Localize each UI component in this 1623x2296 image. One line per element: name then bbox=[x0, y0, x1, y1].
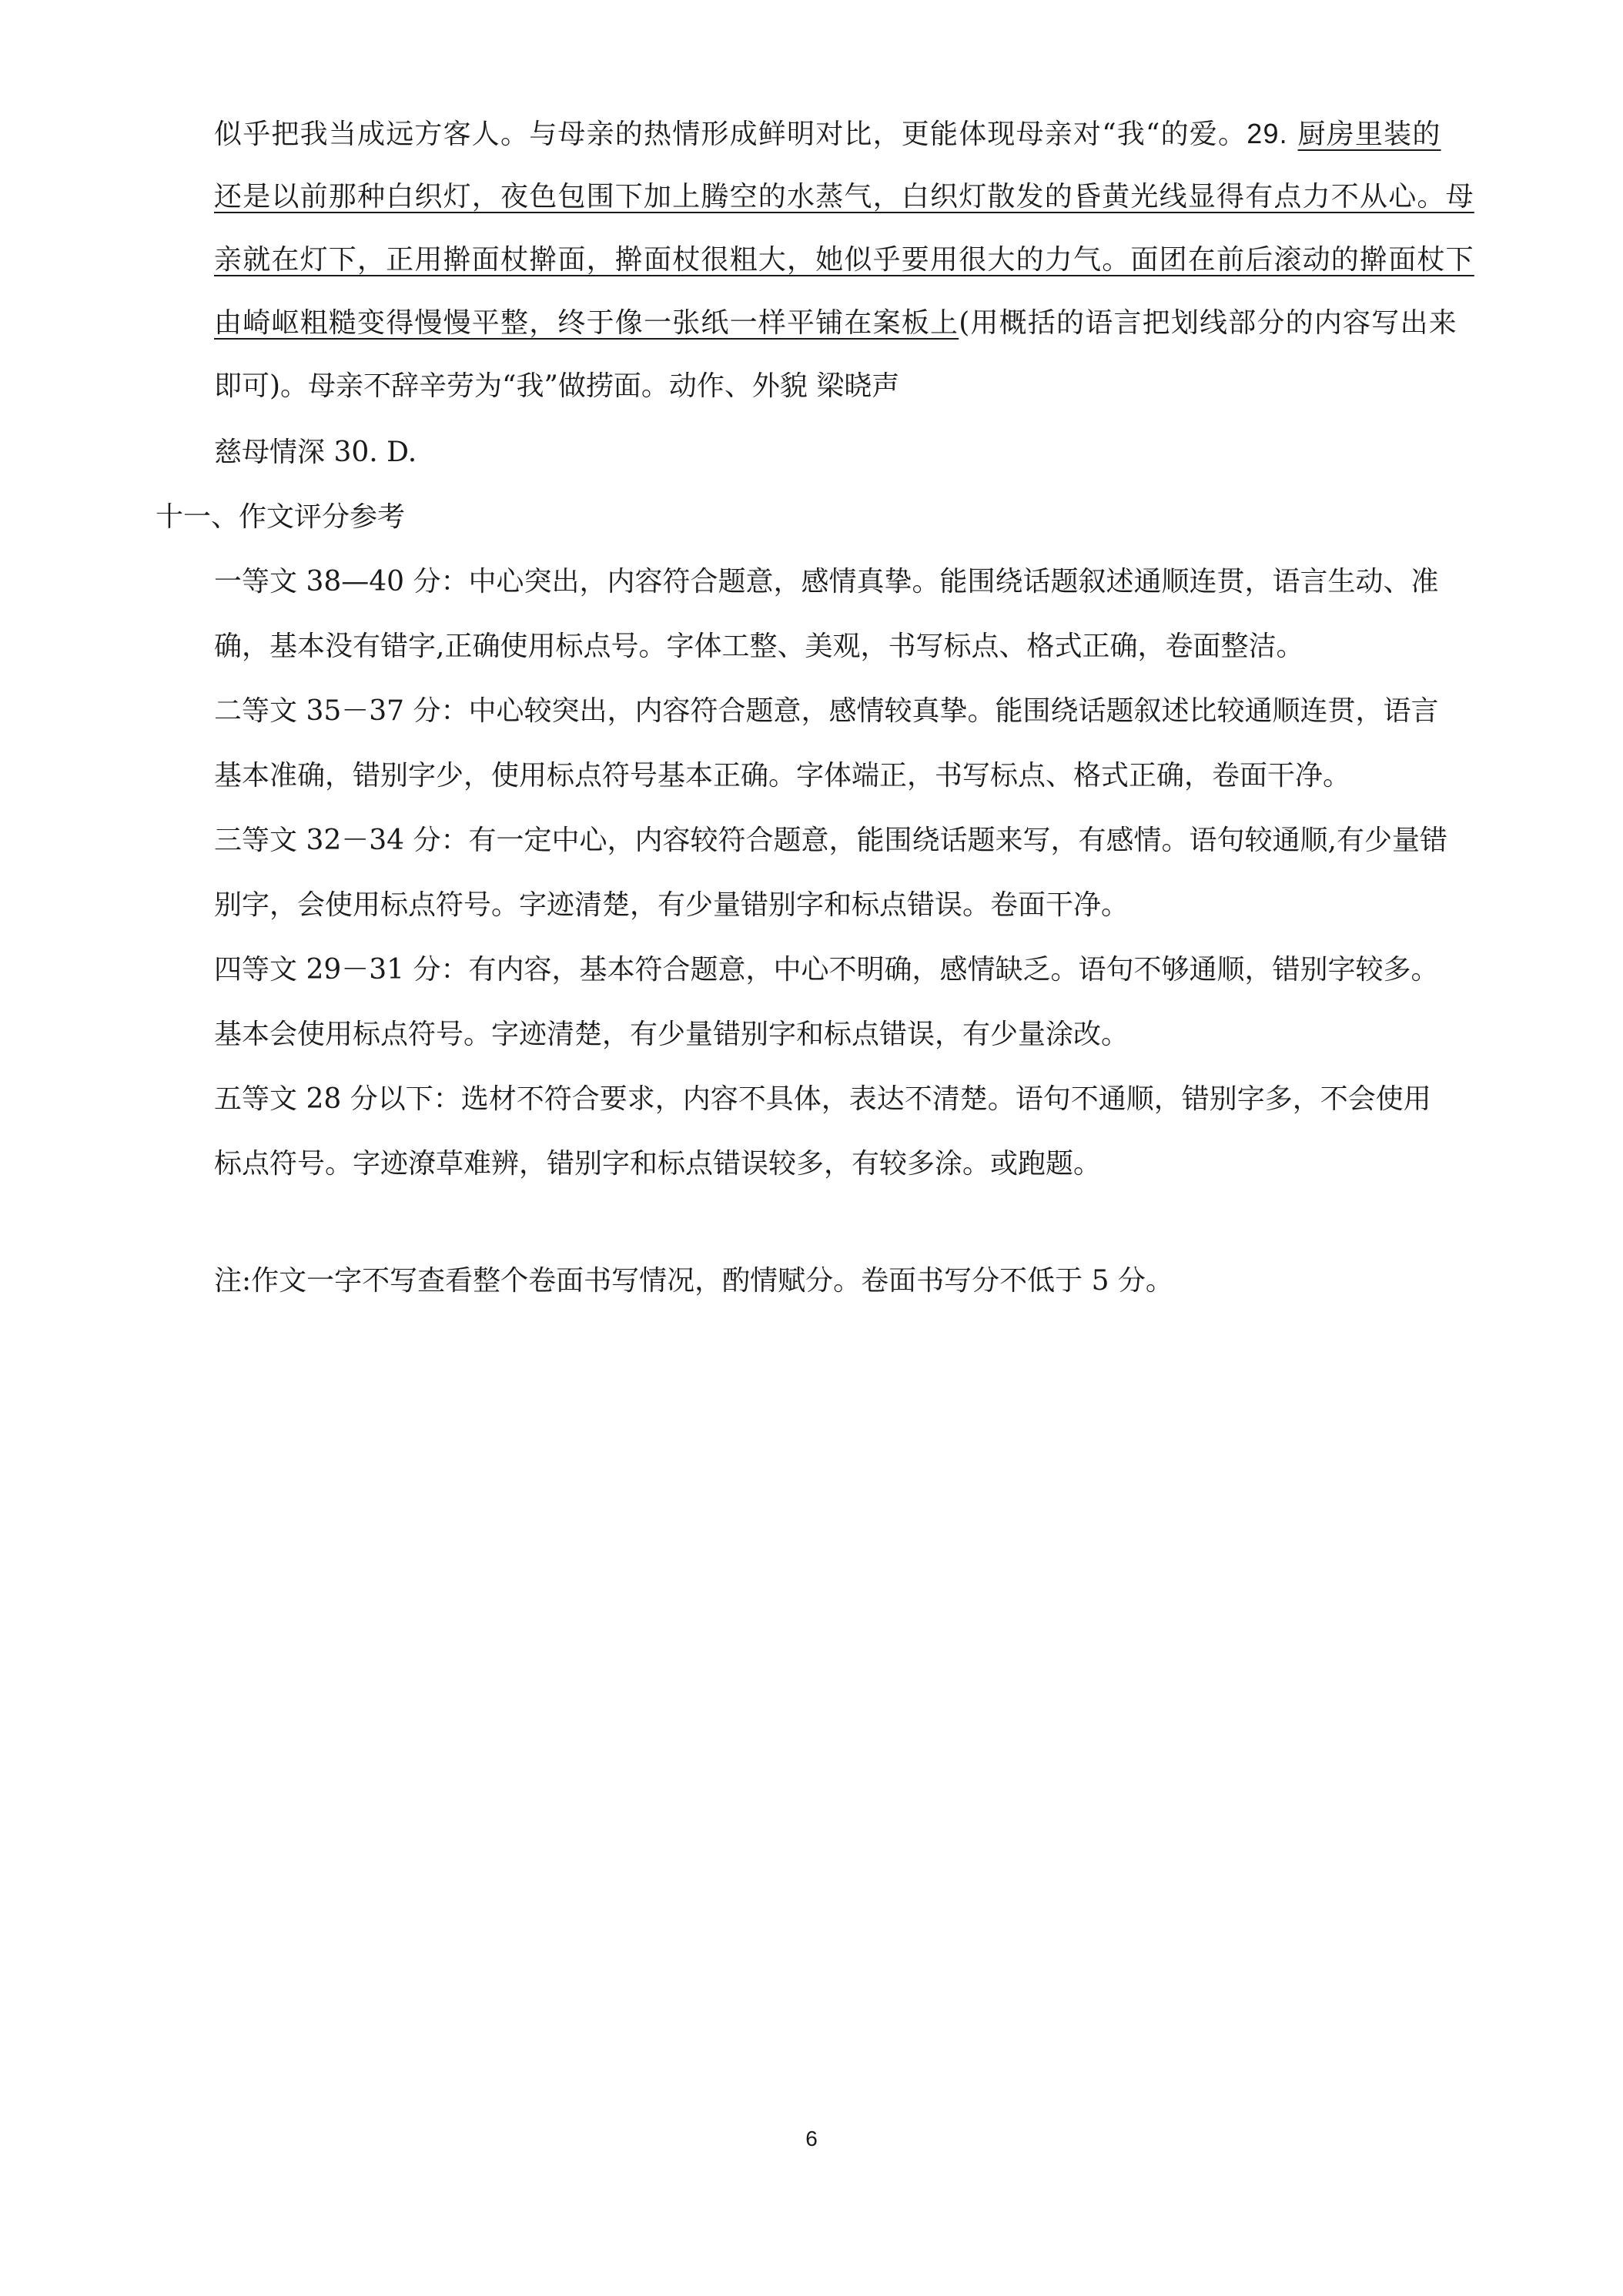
grade-5-line-1 bbox=[214, 1081, 1477, 1118]
grade-text: 基本准确，错别字少，使用标点符号基本正确。字体端正，书写标点、格式正确，卷面干净。 bbox=[214, 760, 1351, 792]
answer-line-6 bbox=[214, 434, 1477, 471]
page-number: 6 bbox=[805, 2127, 818, 2150]
grade-1-line-2 bbox=[214, 628, 1477, 665]
grade-text: 一等文 38—40 分：中心突出，内容符合题意，感情真挚。能围绕话题叙述通顺连贯，语言生动、准 bbox=[214, 566, 1439, 597]
grade-text: 五等文 28 分以下：选材不符合要求，内容不具体，表达不清楚。语句不通顺，错别字多，不会使用 bbox=[214, 1083, 1431, 1115]
grade-text: 标点符号。字迹潦草难辨，错别字和标点错误较多，有较多涂。或跑题。 bbox=[214, 1148, 1102, 1180]
grade-3-line-2 bbox=[214, 887, 1477, 924]
grade-text: 二等文 35－37 分：中心较突出，内容符合题意，感情较真挚。能围绕话题叙述比较通顺连贯，语言 bbox=[214, 695, 1439, 727]
question-number: 29. bbox=[1247, 118, 1288, 149]
grade-text: 别字，会使用标点符号。字迹清楚，有少量错别字和标点错误。卷面干净。 bbox=[214, 889, 1129, 921]
grade-3-line-1 bbox=[214, 822, 1477, 859]
section-heading bbox=[156, 499, 1418, 536]
answer-text: 即可)。母亲不辞辛劳为“我”做捞面。动作、外貌 梁晓声 bbox=[214, 370, 900, 402]
grade-5-line-2 bbox=[214, 1146, 1477, 1183]
note-line bbox=[214, 1263, 1477, 1300]
underlined-passage: 由崎岖粗糙变得慢慢平整，终于像一张纸一样平铺在案板上 bbox=[214, 307, 959, 339]
answer-text: (用概括的语言把划线部分的内容写出来 bbox=[959, 307, 1457, 339]
answer-text: 慈母情深 30. D. bbox=[214, 437, 417, 468]
answer-line-2 bbox=[214, 179, 1477, 216]
note-text: 注:作文一字不写查看整个卷面书写情况，酌情赋分。卷面书写分不低于 5 分。 bbox=[214, 1265, 1173, 1297]
underlined-passage: 亲就在灯下，正用擀面杖擀面，擀面杖很粗大，她似乎要用很大的力气。面团在前后滚动的擀面杖下 bbox=[214, 244, 1474, 276]
underlined-passage: 还是以前那种白织灯，夜色包围下加上腾空的水蒸气，白织灯散发的昏黄光线显得有点力不从心。母 bbox=[214, 181, 1474, 213]
grade-2-line-1 bbox=[214, 693, 1477, 730]
answer-text: 似乎把我当成远方客人。与母亲的热情形成鲜明对比，更能体现母亲对“我“的爱。 bbox=[214, 119, 1247, 150]
grade-text: 四等文 29－31 分：有内容，基本符合题意，中心不明确，感情缺乏。语句不够通顺，错别字较多。 bbox=[214, 954, 1439, 986]
grade-text: 确，基本没有错字,正确使用标点号。字体工整、美观，书写标点、格式正确，卷面整洁。 bbox=[214, 631, 1304, 662]
grade-text: 三等文 32－34 分：有一定中心，内容较符合题意，能围绕话题来写，有感情。语句较通顺,有少量错 bbox=[214, 825, 1447, 856]
grade-text: 基本会使用标点符号。字迹清楚，有少量错别字和标点错误，有少量涂改。 bbox=[214, 1019, 1129, 1050]
grade-4-line-2 bbox=[214, 1016, 1477, 1053]
underlined-passage: 厨房里装的 bbox=[1297, 119, 1441, 150]
answer-line-1 bbox=[214, 115, 1477, 153]
grade-4-line-1 bbox=[214, 952, 1477, 989]
answer-line-5 bbox=[214, 368, 1477, 405]
answer-line-4 bbox=[214, 305, 1477, 342]
section-heading-text: 十一、作文评分参考 bbox=[156, 501, 406, 533]
answer-line-3 bbox=[214, 242, 1477, 279]
grade-2-line-2 bbox=[214, 758, 1477, 795]
grade-1-line-1 bbox=[214, 564, 1477, 601]
